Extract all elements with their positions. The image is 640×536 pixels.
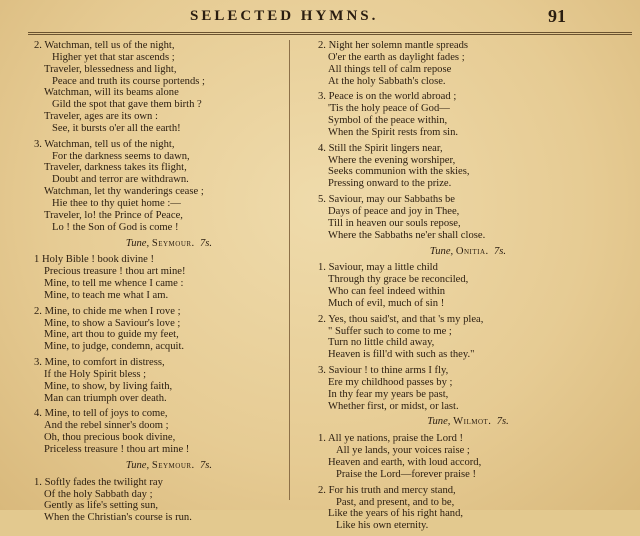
verse-line: Heaven is fill'd with such as they." [328,349,475,361]
verse-line: If the Holy Spirit bless ; [44,368,147,380]
verse-line: Days of peace and joy in Thee, [328,205,460,217]
verse [318,262,618,309]
verse-line: 1 Holy Bible ! book divine ! [34,254,155,266]
verse-line: In thy fear my years be past, [328,388,449,400]
tune-prefix: Tune, [429,245,454,257]
verse [318,365,618,412]
verse-line: Mine, to show a Saviour's love ; [44,317,181,329]
tune-name: Seymour. [151,459,195,471]
verse-line: 5. Saviour, may our Sabbaths be [318,194,455,206]
verse-line: 3. Saviour ! to thine arms I fly, [318,365,449,377]
left-column [34,40,304,528]
verse-line: Past, and present, and to be, [336,496,455,508]
tune-name: Wilmot. [453,416,492,428]
verse [34,40,304,135]
verse-line: Whether first, or midst, or last. [328,400,459,412]
verse-line: Peace and truth its course portends ; [52,75,205,87]
verse-line: Of the holy Sabbath day ; [44,488,153,500]
verse-line: Where the Sabbaths ne'er shall close. [328,229,486,241]
verse-line: Mine, to judge, condemn, acquit. [44,341,185,353]
verse-line: Higher yet that star ascends ; [52,51,175,63]
verse-line: When the Christian's course is run. [44,512,192,524]
verse-line: Symbol of the peace within, [328,115,448,127]
verse-line: 4. Mine, to tell of joys to come, [34,408,168,420]
verse-line: Traveler, blessedness and light, [44,63,177,75]
verse-line: For the darkness seems to dawn, [52,150,190,162]
verse-line: Precious treasure ! thou art mine! [44,266,186,278]
verse-line: 3. Watchman, tell us of the night, [34,138,175,150]
verse-line: 3. Peace is on the world abroad ; [318,91,457,103]
verse-line: Through thy grace be reconciled, [328,274,469,286]
verse [318,485,618,532]
tune-name: Seymour. [151,237,195,249]
verse-line: All things tell of calm repose [328,63,452,75]
verse-line: Man can triumph over death. [44,392,167,404]
tune-heading [318,246,618,258]
verse-line: Lo ! the Son of God is come ! [52,221,179,233]
tune-heading [34,238,304,250]
verse-line: Seeks communion with the skies, [328,166,470,178]
verse-line: Oh, thou precious book divine, [44,432,176,444]
verse-line: Mine, to teach me what I am. [44,289,169,301]
tune-heading [34,460,304,472]
verse [318,143,618,190]
verse-line: Where the evening worshiper, [328,154,456,166]
verse-line: Much of evil, much of sin ! [328,297,445,309]
verse-line: 3. Mine, to comfort in distress, [34,357,165,369]
tune-prefix: Tune, [427,416,451,428]
verse-line: When the Spirit rests from sin. [328,126,459,138]
verse-line: Traveler, ages are its own : [44,111,158,123]
verse-line: Mine, to tell me whence I came : [44,278,184,290]
verse [34,306,304,353]
tune-prefix: Tune, [125,459,150,471]
verse [318,40,618,87]
verse [34,139,304,234]
verse-line: Hie thee to thy quiet home :— [52,197,181,209]
page-number: 91 [548,6,566,26]
tune-meter: 7s. [200,459,213,471]
verse-line: Priceless treasure ! thou art mine ! [44,444,190,455]
verse-line: 2. For his truth and mercy stand, [318,484,456,496]
verse-line: Like the years of his right hand, [328,508,464,520]
verse-line: Who can feel indeed within [328,286,446,298]
verse-line: 2. Yes, thou said'st, and that 's my plea, [318,313,484,325]
verse [318,194,618,241]
verse-line: 2. Watchman, tell us of the night, [34,40,175,51]
verse-line: Turn no little child away, [328,337,435,349]
page-header [0,6,640,28]
verse-line: Pressing onward to the prize. [328,178,452,190]
verse-line: Doubt and terror are withdrawn. [52,174,189,186]
verse [34,254,304,301]
verse-line: 'Tis the holy peace of God— [328,103,450,115]
verse-line: Like his own eternity. [336,520,429,532]
verse-line: Heaven and earth, with loud accord, [328,457,482,468]
verse-line: 2. Night her solemn mantle spreads [318,40,469,51]
verse-line: Till in heaven our souls repose, [328,217,461,229]
verse-line: Mine, to show, by living faith, [44,380,173,392]
verse-line: Ere my childhood passes by ; [328,376,453,388]
verse-line: Mine, art thou to guide my feet, [44,329,179,341]
verse [34,408,304,455]
tune-meter: 7s. [494,245,507,257]
verse-line: O'er the earth as daylight fades ; [328,51,465,63]
verse-line: And the rebel sinner's doom ; [44,420,169,432]
verse-line: Watchman, let thy wanderings cease ; [44,186,204,198]
verse [34,357,304,404]
verse-line: Praise the Lord—forever praise ! [336,468,477,480]
verse-line: " Suffer such to come to me ; [328,325,452,337]
tune-heading [318,416,618,428]
verse-line: 1. Softly fades the twilight ray [34,476,163,488]
verse-line: 4. Still the Spirit lingers near, [318,142,443,154]
tune-meter: 7s. [496,416,509,428]
verse [318,91,618,138]
verse-line: Gently as life's setting sun, [44,500,159,512]
verse-line: Gild the spot that gave them birth ? [52,99,202,111]
tune-prefix: Tune, [125,237,150,249]
tune-meter: 7s. [200,237,213,249]
verse-line: Traveler, lo! the Prince of Peace, [44,209,183,221]
verse-line: 2. Mine, to chide me when I rove ; [34,305,181,317]
header-rule [28,32,632,35]
verse-line: At the holy Sabbath's close. [328,75,446,87]
tune-name: Onitia. [455,245,489,257]
verse [34,477,304,524]
verse-line: 1. Saviour, may a little child [318,262,438,274]
verse-line: Watchman, will its beams alone [44,87,179,99]
verse [318,433,618,480]
verse-line: Traveler, darkness takes its flight, [44,162,187,174]
verse [318,314,618,361]
verse-line: See, it bursts o'er all the earth! [52,122,181,134]
verse-line: 1. All ye nations, praise the Lord ! [318,433,464,445]
running-title: SELECTED HYMNS. [190,8,379,24]
verse-line: All ye lands, your voices raise ; [336,445,470,457]
right-column [318,40,618,536]
